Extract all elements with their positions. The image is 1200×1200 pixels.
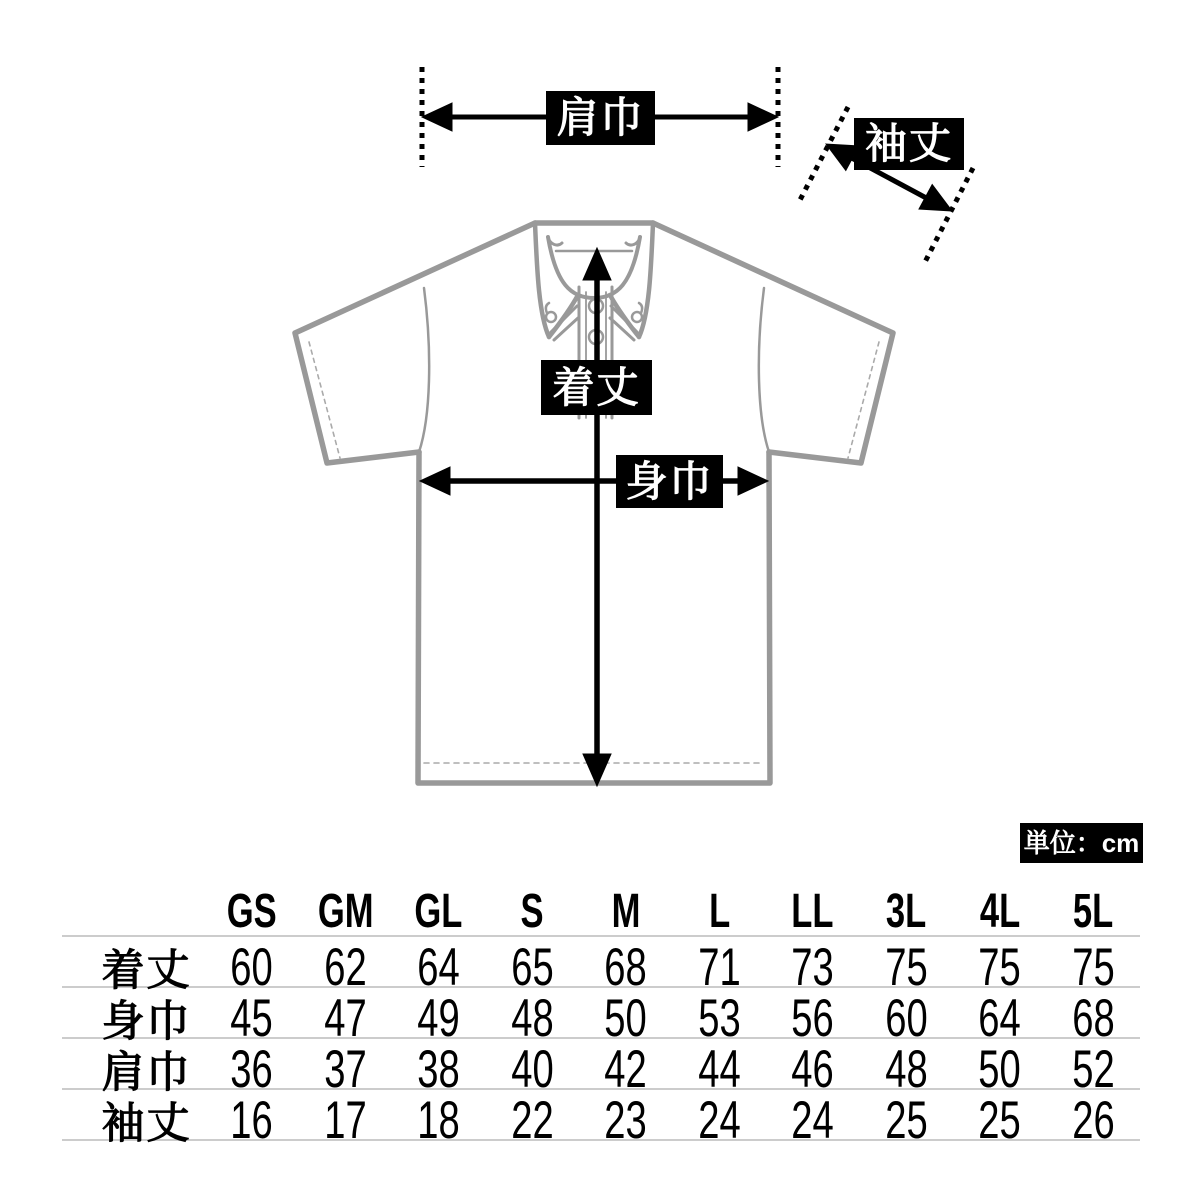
size-value: 75 bbox=[1072, 938, 1115, 997]
size-value: 16 bbox=[230, 1091, 273, 1150]
size-value: 62 bbox=[324, 938, 367, 997]
measurement-guides bbox=[420, 67, 973, 786]
size-value: 18 bbox=[417, 1091, 460, 1150]
size-value: 44 bbox=[698, 1040, 741, 1099]
size-col-header bbox=[392, 884, 486, 939]
size-value-cell bbox=[860, 1090, 954, 1151]
size-col-header bbox=[486, 884, 580, 939]
size-value: 48 bbox=[511, 989, 554, 1048]
size-col-header bbox=[953, 884, 1047, 939]
size-value-cell bbox=[1047, 1090, 1141, 1151]
size-value: 68 bbox=[604, 938, 647, 997]
row-label: 袖丈 bbox=[101, 1100, 192, 1148]
size-value-cell bbox=[486, 1090, 580, 1151]
size-value: 26 bbox=[1072, 1091, 1115, 1150]
size-col-label: GL bbox=[414, 885, 463, 938]
left-armhole-seam bbox=[419, 288, 429, 452]
size-value-cell bbox=[205, 1090, 299, 1151]
shoulder-width-arrowhead-left bbox=[422, 103, 452, 131]
size-value-cell bbox=[766, 1090, 860, 1151]
row-label: 着丈 bbox=[101, 947, 192, 995]
shoulder-width-arrowhead-right bbox=[748, 103, 778, 131]
size-table-header-row bbox=[62, 884, 1140, 937]
size-col-header bbox=[673, 884, 767, 939]
size-value: 24 bbox=[791, 1091, 834, 1150]
size-col-label: LL bbox=[791, 885, 834, 938]
size-col-label: GS bbox=[226, 885, 277, 938]
table-row-body-length bbox=[62, 937, 1140, 997]
size-value-cell bbox=[392, 1090, 486, 1151]
size-col-label: S bbox=[520, 885, 544, 938]
size-value: 36 bbox=[230, 1040, 273, 1099]
table-row-shoulder-width bbox=[62, 1039, 1140, 1099]
size-col-label: 4L bbox=[979, 885, 1020, 938]
size-value: 65 bbox=[511, 938, 554, 997]
size-col-label: L bbox=[708, 885, 730, 938]
size-value: 60 bbox=[230, 938, 273, 997]
size-value: 52 bbox=[1072, 1040, 1115, 1099]
size-col-label: GM bbox=[317, 885, 374, 938]
size-value: 68 bbox=[1072, 989, 1115, 1048]
size-col-label: M bbox=[611, 885, 641, 938]
body-length-arrowhead-top bbox=[583, 248, 611, 280]
size-col-header bbox=[579, 884, 673, 939]
size-value: 53 bbox=[698, 989, 741, 1048]
size-col-header bbox=[860, 884, 954, 939]
size-value: 47 bbox=[324, 989, 367, 1048]
polo-shirt-drawing bbox=[295, 223, 893, 783]
size-col-header bbox=[205, 884, 299, 939]
row-label: 身巾 bbox=[101, 998, 192, 1046]
size-value: 49 bbox=[417, 989, 460, 1048]
size-value: 22 bbox=[511, 1091, 554, 1150]
size-value: 17 bbox=[324, 1091, 367, 1150]
sleeve-length-guide-lower bbox=[925, 168, 973, 262]
shoulder-width-label: 肩巾 bbox=[546, 91, 655, 145]
size-value: 48 bbox=[885, 1040, 928, 1099]
size-value: 42 bbox=[604, 1040, 647, 1099]
size-value: 23 bbox=[604, 1091, 647, 1150]
size-col-label: 3L bbox=[886, 885, 927, 938]
size-value: 71 bbox=[698, 938, 741, 997]
size-value-cell bbox=[673, 1090, 767, 1151]
size-value-cell bbox=[299, 1090, 393, 1151]
unit-badge: 単位：cm bbox=[1020, 823, 1143, 863]
size-value-cell bbox=[953, 1090, 1047, 1151]
size-col-label: 5L bbox=[1073, 885, 1114, 938]
size-value: 73 bbox=[791, 938, 834, 997]
size-table bbox=[62, 884, 1140, 1150]
size-value: 25 bbox=[978, 1091, 1021, 1150]
size-value: 64 bbox=[417, 938, 460, 997]
size-value: 64 bbox=[978, 989, 1021, 1048]
body-length-label: 着丈 bbox=[541, 360, 652, 415]
size-col-header bbox=[299, 884, 393, 939]
size-value: 75 bbox=[978, 938, 1021, 997]
size-value: 56 bbox=[791, 989, 834, 1048]
size-value: 50 bbox=[978, 1040, 1021, 1099]
body-width-label: 身巾 bbox=[616, 455, 723, 508]
size-value: 60 bbox=[885, 989, 928, 1048]
size-value: 46 bbox=[791, 1040, 834, 1099]
size-value: 50 bbox=[604, 989, 647, 1048]
size-col-header bbox=[766, 884, 860, 939]
size-value: 38 bbox=[417, 1040, 460, 1099]
body-width-arrowhead-right bbox=[738, 467, 768, 495]
size-value: 75 bbox=[885, 938, 928, 997]
size-col-header bbox=[1047, 884, 1141, 939]
size-value-cell bbox=[579, 1090, 673, 1151]
row-label: 肩巾 bbox=[101, 1049, 192, 1097]
sleeve-length-label: 袖丈 bbox=[854, 118, 964, 170]
size-value: 25 bbox=[885, 1091, 928, 1150]
size-value: 37 bbox=[324, 1040, 367, 1099]
body-width-arrowhead-left bbox=[420, 467, 450, 495]
size-value: 40 bbox=[511, 1040, 554, 1099]
right-armhole-seam bbox=[759, 288, 769, 452]
table-row-sleeve-length bbox=[62, 1090, 1140, 1150]
size-value: 45 bbox=[230, 989, 273, 1048]
table-row-body-width bbox=[62, 988, 1140, 1048]
size-value: 24 bbox=[698, 1091, 741, 1150]
